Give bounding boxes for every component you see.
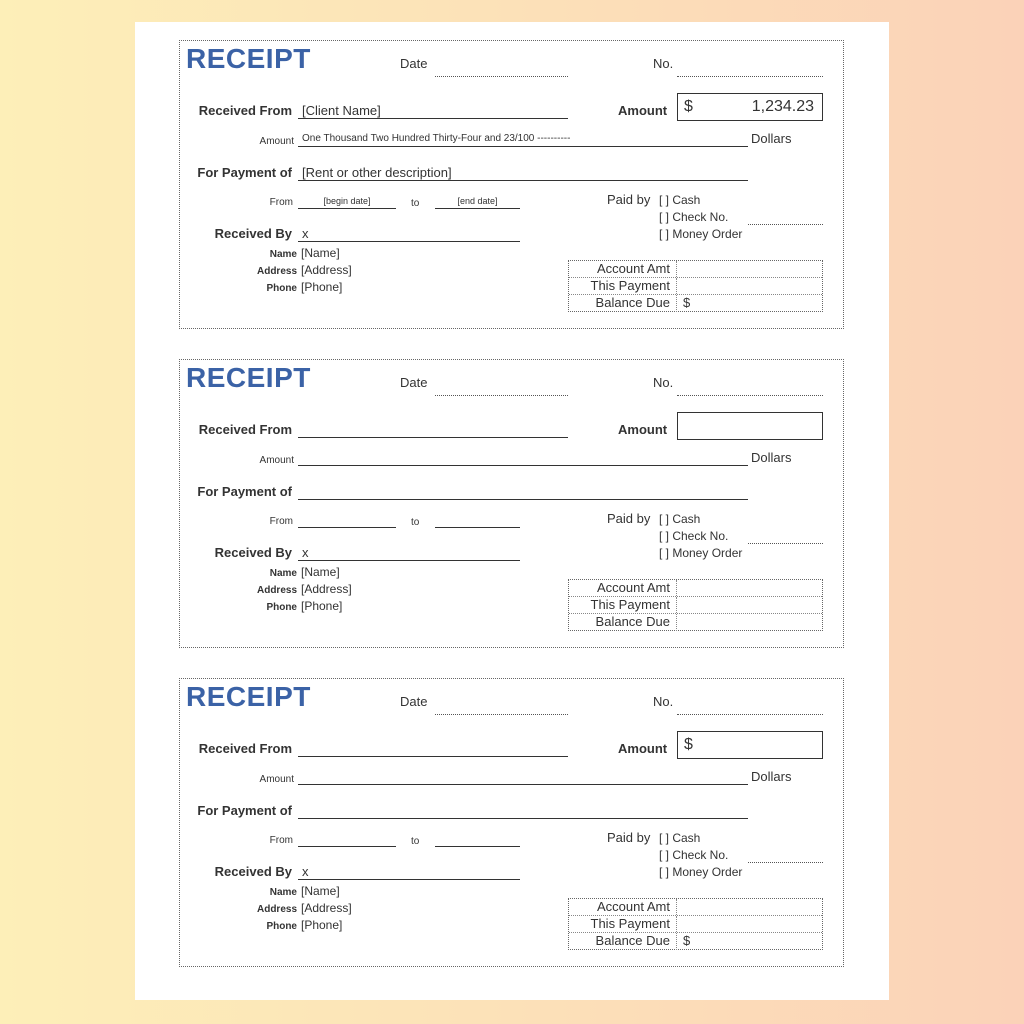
this-payment-row <box>569 278 822 295</box>
dollars-label: Dollars <box>751 131 792 146</box>
address-label: Address <box>256 585 297 596</box>
receipt-number-field[interactable] <box>677 61 823 77</box>
from-date-field[interactable] <box>298 512 396 528</box>
received-by-label: Received By <box>214 864 292 879</box>
date-field[interactable] <box>435 380 568 396</box>
this-payment-label: This Payment <box>569 916 677 932</box>
name-value: [Name] <box>301 246 340 260</box>
paid-cash-option[interactable]: [ ] Cash <box>659 831 701 845</box>
name-label: Name <box>269 249 297 260</box>
this-payment-label: This Payment <box>569 597 677 613</box>
phone-value: [Phone] <box>301 280 343 294</box>
to-label: to <box>411 517 420 528</box>
amount-words-label: Amount <box>259 455 294 466</box>
account-amt-row <box>569 580 822 597</box>
to-date-field[interactable]: [end date] <box>435 193 520 209</box>
date-field[interactable] <box>435 699 568 715</box>
paid-by-label: Paid by <box>607 192 651 207</box>
amount-words-field[interactable] <box>298 769 748 785</box>
receipt-card-3 <box>179 678 844 967</box>
account-amt-row <box>569 261 822 278</box>
address-value: [Address] <box>301 582 352 596</box>
paid-by-label: Paid by <box>607 511 651 526</box>
for-payment-field[interactable] <box>298 484 748 500</box>
paid-by-label: Paid by <box>607 830 651 845</box>
receipt-number-label: No. <box>653 56 674 71</box>
amount-box[interactable] <box>677 93 823 121</box>
phone-label: Phone <box>266 921 297 932</box>
dollars-label: Dollars <box>751 450 792 465</box>
amount-label: Amount <box>618 422 668 437</box>
for-payment-label: For Payment of <box>197 803 292 818</box>
paid-cash-option[interactable]: [ ] Cash <box>659 193 701 207</box>
amount-label: Amount <box>618 741 668 756</box>
address-label: Address <box>256 266 297 277</box>
address-value: [Address] <box>301 263 352 277</box>
receipt-title: RECEIPT <box>186 362 311 393</box>
for-payment-label: For Payment of <box>197 484 292 499</box>
check-number-field[interactable] <box>748 528 823 544</box>
check-number-field[interactable] <box>748 209 823 225</box>
amount-words-field[interactable]: One Thousand Two Hundred Thirty-Four and 23/100 ---------- <box>298 131 748 147</box>
from-label: From <box>269 197 293 208</box>
amount-box[interactable] <box>677 731 823 759</box>
received-by-label: Received By <box>214 226 292 241</box>
account-summary-table <box>568 260 823 312</box>
to-date-field[interactable] <box>435 512 520 528</box>
paid-check-option[interactable]: [ ] Check No. <box>659 210 729 224</box>
receipt-number-field[interactable] <box>677 380 823 396</box>
to-label: to <box>411 198 420 209</box>
dollars-label: Dollars <box>751 769 792 784</box>
paid-money-order-option[interactable]: [ ] Money Order <box>659 227 743 241</box>
balance-due-label: Balance Due <box>569 933 677 950</box>
balance-due-label: Balance Due <box>569 614 677 631</box>
received-by-signature[interactable]: x <box>298 864 520 880</box>
from-label: From <box>269 516 293 527</box>
account-amt-row <box>569 899 822 916</box>
received-from-field[interactable]: [Client Name] <box>298 103 568 119</box>
amount-words-field[interactable] <box>298 450 748 466</box>
paid-check-option[interactable]: [ ] Check No. <box>659 848 729 862</box>
balance-due-value: $ <box>683 933 691 948</box>
received-from-field[interactable] <box>298 422 568 438</box>
receipt-title: RECEIPT <box>186 43 311 74</box>
paid-check-option[interactable]: [ ] Check No. <box>659 529 729 543</box>
received-from-label: Received From <box>198 741 292 756</box>
amount-value: 1,234.23 <box>751 98 814 115</box>
receipt-title: RECEIPT <box>186 681 311 712</box>
name-value: [Name] <box>301 884 340 898</box>
receipt-card-2 <box>179 359 844 648</box>
receipt-number-field[interactable] <box>677 699 823 715</box>
amount-currency: $ <box>684 736 693 753</box>
to-date-field[interactable] <box>435 831 520 847</box>
received-from-label: Received From <box>198 422 292 437</box>
amount-box[interactable] <box>677 412 823 440</box>
address-value: [Address] <box>301 901 352 915</box>
for-payment-field[interactable] <box>298 803 748 819</box>
address-label: Address <box>256 904 297 915</box>
name-label: Name <box>269 887 297 898</box>
date-label: Date <box>400 375 428 390</box>
receipt-number-label: No. <box>653 694 674 709</box>
from-label: From <box>269 835 293 846</box>
account-amt-label: Account Amt <box>569 899 677 915</box>
amount-label: Amount <box>618 103 668 118</box>
this-payment-row <box>569 916 822 933</box>
account-summary-table <box>568 579 823 631</box>
account-amt-label: Account Amt <box>569 261 677 277</box>
phone-value: [Phone] <box>301 918 343 932</box>
received-by-signature[interactable]: x <box>298 545 520 561</box>
received-from-field[interactable] <box>298 741 568 757</box>
paid-money-order-option[interactable]: [ ] Money Order <box>659 865 743 879</box>
this-payment-row <box>569 597 822 614</box>
this-payment-label: This Payment <box>569 278 677 294</box>
received-by-label: Received By <box>214 545 292 560</box>
account-amt-label: Account Amt <box>569 580 677 596</box>
paid-cash-option[interactable]: [ ] Cash <box>659 512 701 526</box>
name-value: [Name] <box>301 565 340 579</box>
amount-currency: $ <box>684 98 693 115</box>
balance-due-row <box>569 295 822 312</box>
receipt-number-label: No. <box>653 375 674 390</box>
balance-due-row <box>569 614 822 631</box>
received-from-label: Received From <box>198 103 292 118</box>
account-summary-table <box>568 898 823 950</box>
date-label: Date <box>400 694 428 709</box>
balance-due-label: Balance Due <box>569 295 677 312</box>
amount-words-label: Amount <box>259 136 294 147</box>
check-number-field[interactable] <box>748 847 823 863</box>
name-label: Name <box>269 568 297 579</box>
for-payment-label: For Payment of <box>197 165 292 180</box>
from-date-field[interactable]: [begin date] <box>298 193 396 209</box>
balance-due-row <box>569 933 822 950</box>
amount-words-label: Amount <box>259 774 294 785</box>
to-label: to <box>411 836 420 847</box>
for-payment-field[interactable]: [Rent or other description] <box>298 165 748 181</box>
phone-label: Phone <box>266 283 297 294</box>
balance-due-value: $ <box>683 295 691 310</box>
date-label: Date <box>400 56 428 71</box>
paid-money-order-option[interactable]: [ ] Money Order <box>659 546 743 560</box>
date-field[interactable] <box>435 61 568 77</box>
from-date-field[interactable] <box>298 831 396 847</box>
received-by-signature[interactable]: x <box>298 226 520 242</box>
receipt-card-1 <box>179 40 844 329</box>
phone-value: [Phone] <box>301 599 343 613</box>
phone-label: Phone <box>266 602 297 613</box>
